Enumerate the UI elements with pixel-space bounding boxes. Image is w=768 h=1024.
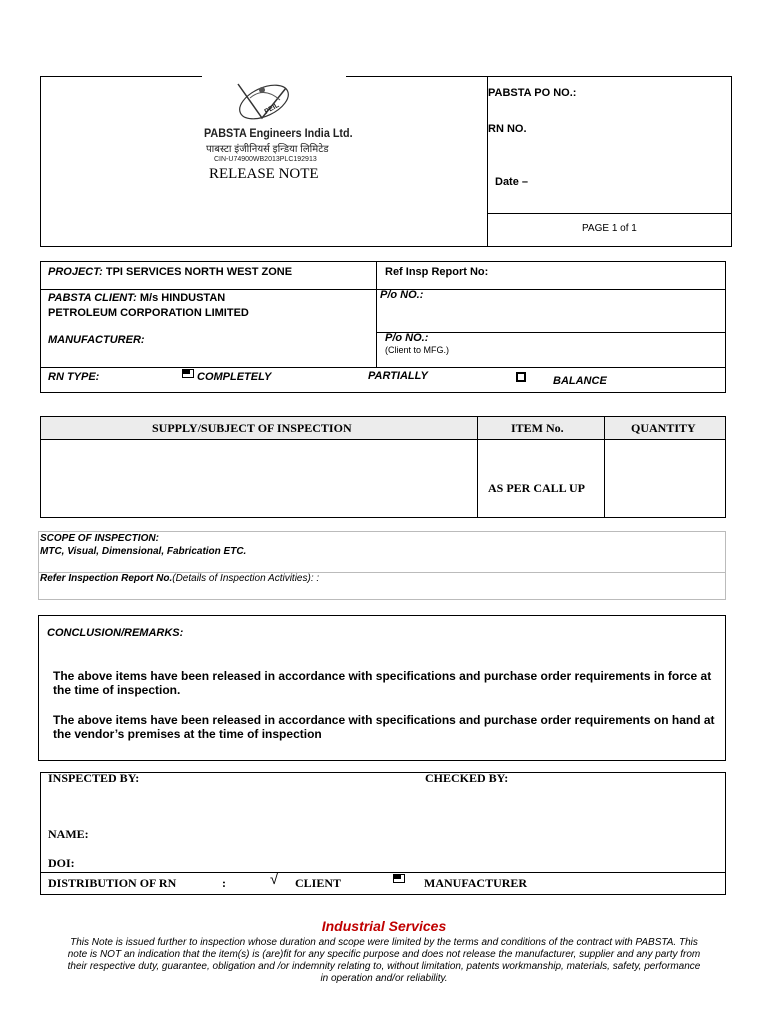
supply-col-divider-2 [604,416,605,518]
distribution-manufacturer-label: MANUFACTURER [424,876,528,890]
name-label: NAME: [48,827,89,841]
date-label: Date – [495,176,529,188]
po-no-label-1: P/o NO.: [380,289,424,301]
header-page-divider [487,213,732,214]
header-top-border-left [40,76,202,77]
client-value-line2: PETROLEUM CORPORATION LIMITED [48,307,249,319]
header-box [40,76,732,247]
header-divider [487,76,488,247]
company-name: PABSTA Engineers India Ltd. [204,126,353,140]
refer-report-field [40,573,319,584]
company-name-hindi: पाबस्टा इंजीनियर्स इन्डिया लिमिटेड [206,144,329,155]
ref-insp-label: Ref Insp Report No: [385,266,489,278]
supply-table-header-bg [41,417,725,439]
project-value: TPI SERVICES NORTH WEST ZONE [105,266,293,278]
client-value-line1: M/s HINDUSTAN [139,292,226,304]
manufacturer-label: MANUFACTURER: [48,334,145,346]
conclusion-para-2: The above items have been released in accordance with specifications and purchase order requirements on hand at the vendor’s premises at the time of inspection [53,713,715,741]
distribution-client-label: CLIENT [295,876,342,890]
balance-label: BALANCE [553,375,607,387]
project-label: PROJECT: [48,266,103,278]
checked-by-label: CHECKED BY: [425,771,509,785]
completely-checkbox[interactable] [182,369,194,378]
manufacturer-checkbox[interactable] [393,874,405,883]
col-qty-header: QUANTITY [631,421,696,435]
project-row-line-3 [40,367,726,368]
client-field [48,291,249,321]
document-title: RELEASE NOTE [209,166,319,182]
cin-number: CIN-U74900WB2013PLC192913 [214,156,317,163]
refer-report-detail: (Details of Inspection Activities): : [172,573,320,584]
supply-col-divider-1 [477,416,478,518]
completely-label: COMPLETELY [197,371,272,383]
project-field [48,266,292,278]
po-no-note: (Client to MFG.) [385,345,450,355]
conclusion-para-1: The above items have been released in accordance with specifications and purchase order requirements in force at the time of inspection. [53,669,712,697]
item-value-cell: AS PER CALL UP [488,481,586,495]
project-col-divider [376,261,377,368]
footer-disclaimer: This Note is issued further to inspection whose duration and scope were limited by the terms and conditions of the contract with PABSTA. This note is NOT an indication that the item(s) is (are)fit for any specific purpose and does not release the manufacturer, supplier and any party from their respective duty, guarantee, obligation and /or indemnity relating to, without limitation, patents workmanship, materials, safety, performance in operation and/or reliability. [67,937,701,984]
company-logo [228,78,298,126]
scope-label: SCOPE OF INSPECTION: [40,533,159,544]
rn-no-label: RN NO. [488,123,527,135]
supply-header-line [40,439,726,440]
rn-type-label: RN TYPE: [48,371,100,383]
col-subject-header: SUPPLY/SUBJECT OF INSPECTION [152,421,352,435]
pabsta-po-label: PABSTA PO NO.: [488,87,577,99]
balance-checkbox[interactable] [516,372,526,382]
refer-report-label: Refer Inspection Report No. [40,573,173,584]
partially-label: PARTIALLY [368,370,428,382]
distribution-colon: : [222,876,226,890]
conclusion-label: CONCLUSION/REMARKS: [47,627,184,639]
po-no-label-2: P/o NO.: [385,332,429,344]
distribution-label: DISTRIBUTION OF RN [48,876,177,890]
page-number: PAGE 1 of 1 [582,223,637,234]
project-row-line-2 [376,332,726,333]
client-label: PABSTA CLIENT: [48,292,137,304]
client-check-mark[interactable]: √ [270,871,279,888]
doi-label: DOI: [48,856,75,870]
col-item-header: ITEM No. [511,421,564,435]
signoff-divider [40,872,726,873]
scope-value: MTC, Visual, Dimensional, Fabrication ETC. [40,546,247,557]
inspected-by-label: INSPECTED BY: [48,771,140,785]
footer-heading: Industrial Services [321,918,447,934]
logo-text: PEIL [263,101,281,116]
header-top-border-right [346,76,732,77]
